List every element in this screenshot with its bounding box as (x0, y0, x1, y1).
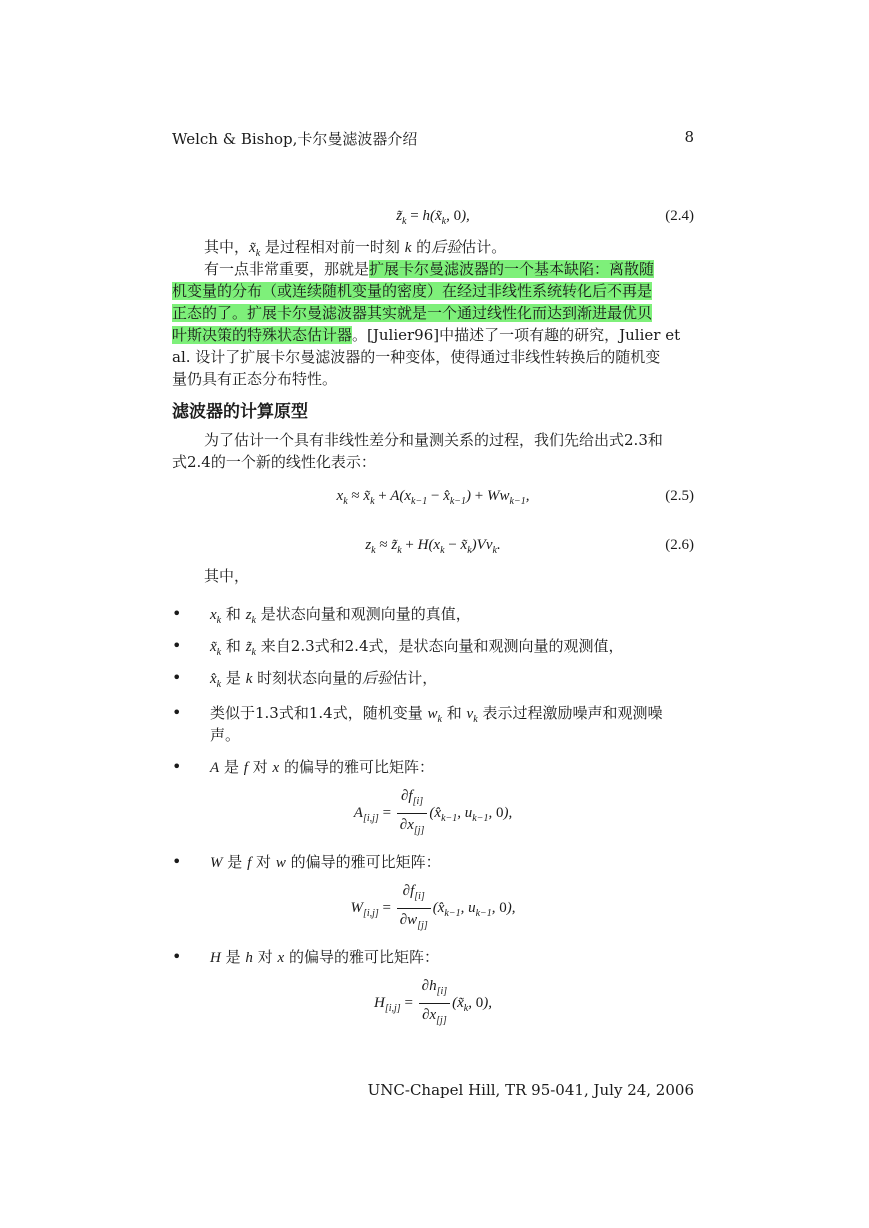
bullet-3-a: 是 (225, 669, 241, 687)
bullet-4-b: 表示过程激励噪声和观测噪 (482, 704, 663, 722)
bullet-4-cont: 声。 (210, 726, 241, 744)
para2-line3 (172, 302, 694, 324)
bullet-3-c: 估计， (392, 669, 438, 687)
jacobian-h-equation: $H_{[i,j]}$ = $\frac{\partial h_{[i]}}{\partial x_{[j]}}$ ($x̃_k$, 0), (172, 975, 694, 1032)
page-number: 8 (684, 128, 694, 146)
bullet-5-c: 的偏导的雅可比矩阵： (283, 758, 434, 776)
para1-text-b: 的 (416, 238, 432, 256)
para2-line2 (172, 280, 694, 302)
bullet-3-text: $x̂_k$ 是 k 时刻状态向量的后验估计， (210, 669, 438, 690)
highlight-2: 机变量的分布（或连续随机变量的密度）在经过非线性系统转化后不再是 (172, 282, 653, 300)
k-symbol: k (404, 240, 412, 256)
para1-text-c: 估计。 (461, 238, 507, 256)
bullet-1-text: $x_k$ 和 $z_k$ 是状态向量和观测向量的真值， (210, 605, 471, 626)
bullet-dot: • (172, 604, 182, 623)
bullet-7-a: 是 (225, 948, 241, 966)
para3-line2: 式2.4的一个新的线性化表示： (172, 453, 376, 471)
and-word: 和 (446, 704, 462, 722)
running-title: Welch & Bishop,卡尔曼滤波器介绍 (172, 130, 418, 148)
jacobian-w-equation: $W_{[i,j]}$ = $\frac{\partial f_{[i]}}{\partial w_{[j]}}$ ($x̂_{k-1}$, $u_{k-1}$, 0), (172, 880, 694, 937)
bullet-dot: • (172, 947, 182, 966)
para2-line4 (172, 324, 694, 346)
bullet-2-desc: 来自2.3式和2.4式，是状态向量和观测向量的观测值， (260, 637, 624, 655)
bullet-6-b: 对 (256, 853, 272, 871)
highlight-3: 正态的了。扩展卡尔曼滤波器其实就是一个通过线性化而达到渐进最优贝 (172, 304, 653, 322)
para1-italic: 后验 (431, 238, 462, 256)
bullet-4-text: 类似于1.3式和1.4式，随机变量 $w_k$ 和 $v_k$ 表示过程激励噪声和观测噪 (210, 704, 663, 725)
para3-line1: 为了估计一个具有非线性差分和量测关系的过程，我们先给出式2.3和 (204, 431, 663, 449)
equation-2-4 (172, 208, 694, 232)
bullet-5-a: 是 (223, 758, 239, 776)
where-label: 其中， (204, 567, 250, 585)
equation-2-5 (172, 488, 694, 512)
and-word: 和 (225, 605, 241, 623)
equation-2-6-body: $z_k$ ≈ $z̃_k + H(x_k$ − $x̃_k)Vv_k$. (365, 537, 501, 556)
jacobian-a-equation: $A_{[i,j]}$ = $\frac{\partial f_{[i]}}{\partial x_{[j]}}$ ($x̂_{k-1}$, $u_{k-1}$, 0), (172, 785, 694, 842)
para2-line5: al. 设计了扩展卡尔曼滤波器的一种变体，使得通过非线性转换后的随机变 (172, 348, 661, 366)
section-title: 滤波器的计算原型 (172, 402, 308, 422)
bullet-dot: • (172, 668, 182, 687)
and-word: 和 (225, 637, 241, 655)
bullet-6-text: W 是 f 对 w 的偏导的雅可比矩阵： (210, 853, 441, 871)
bullet-6-a: 是 (227, 853, 243, 871)
bullet-dot: • (172, 703, 182, 722)
page-footer: UNC-Chapel Hill, TR 95-041, July 24, 2006 (367, 1081, 694, 1099)
highlight-4: 叶斯决策的特殊状态估计器 (172, 326, 353, 344)
bullet-7-text: H 是 h 对 x 的偏导的雅可比矩阵： (210, 948, 439, 966)
equation-2-5-body: $x_k$ ≈ $x̃_k + A(x_{k-1}$ − $x̂_{k-1}) + Ww_{k-1}$, (336, 488, 530, 507)
bullet-dot: • (172, 757, 182, 776)
bullet-6-c: 的偏导的雅可比矩阵： (290, 853, 441, 871)
para1-prefix: 其中， (204, 238, 250, 256)
bullet-2-text: $x̃_k$ 和 $z̃_k$ 来自2.3式和2.4式，是状态向量和观测向量的观测值， (210, 637, 624, 658)
bullet-5-b: 对 (252, 758, 268, 776)
highlight-1: 扩展卡尔曼滤波器的一个基本缺陷：离散随 (369, 260, 655, 278)
bullet-7-b: 对 (257, 948, 273, 966)
bullet-3-italic: 后验 (362, 669, 393, 687)
bullet-4-a: 类似于1.3式和1.4式，随机变量 (210, 704, 423, 722)
para2-line6: 量仍具有正态分布特性。 (172, 370, 338, 388)
bullet-7-c: 的偏导的雅可比矩阵： (288, 948, 439, 966)
para1-text-a: 是过程相对前一时刻 (264, 238, 400, 256)
equation-2-6 (172, 537, 694, 561)
equation-2-6-number: (2.6) (665, 537, 694, 553)
para2-line4-plain: 。[Julier96]中描述了一项有趣的研究，Julier et (352, 326, 681, 344)
equation-2-4-number: (2.4) (665, 208, 694, 224)
para2-line1 (172, 258, 726, 280)
equation-2-4-body: $z̃_k$ = $h(x̃_k$, 0), (396, 208, 470, 227)
x-tilde-k: $x̃_k$ (249, 240, 261, 259)
page-header (172, 128, 694, 149)
bullet-3-b: 时刻状态向量的 (257, 669, 363, 687)
bullet-5-text: A 是 f 对 x 的偏导的雅可比矩阵： (210, 758, 434, 776)
bullet-dot: • (172, 636, 182, 655)
bullet-dot: • (172, 852, 182, 871)
bullet-1-desc: 是状态向量和观测向量的真值， (260, 605, 471, 623)
equation-2-5-number: (2.5) (665, 488, 694, 504)
para2-line1-plain: 有一点非常重要，那就是 (204, 260, 370, 278)
